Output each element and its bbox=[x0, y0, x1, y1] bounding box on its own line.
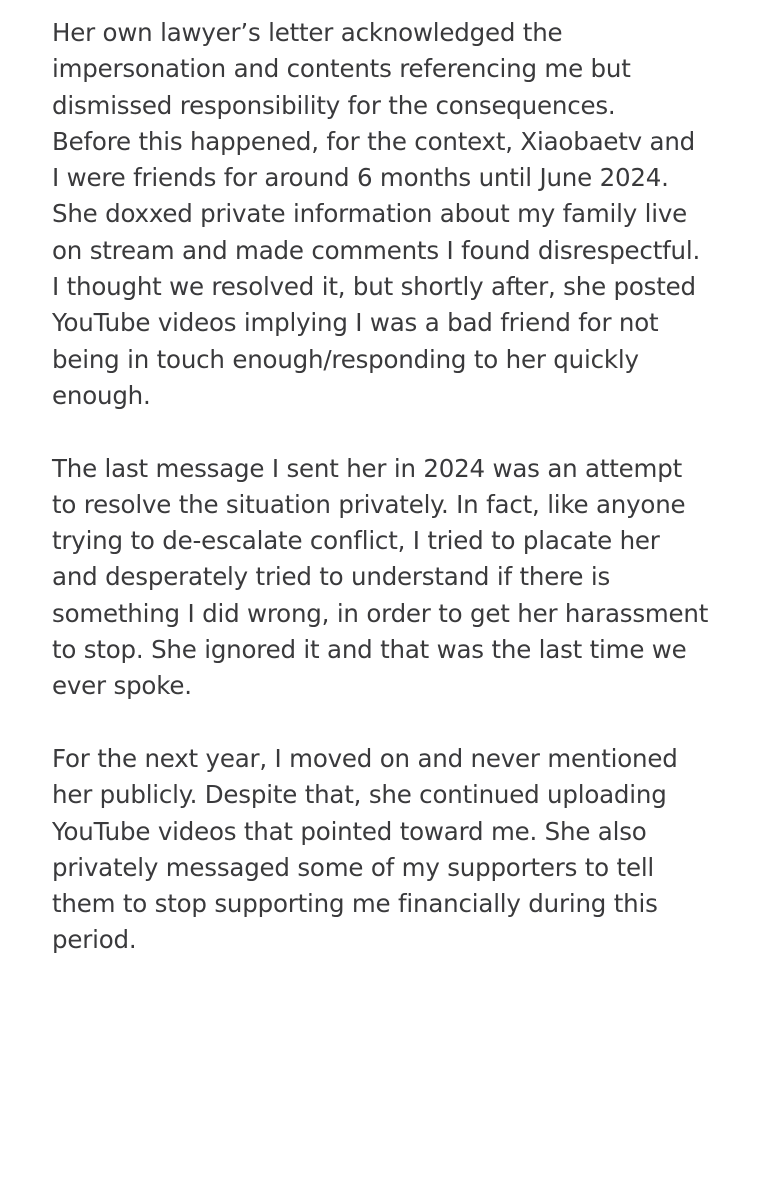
paragraph-spacer bbox=[52, 705, 752, 741]
text-line: enough. bbox=[52, 380, 151, 410]
text-line: trying to de-escalate conflict, I tried to placate her bbox=[52, 526, 660, 556]
text-line: something I did wrong, in order to get her harassment bbox=[52, 598, 709, 628]
paragraph-spacer bbox=[52, 414, 752, 450]
text-line: period. bbox=[52, 925, 137, 955]
text-line: to stop. She ignored it and that was the last time we bbox=[52, 635, 687, 665]
text-line: Her own lawyer’s letter acknowledged the bbox=[52, 18, 563, 47]
text-line: I thought we resolved it, but shortly after, she posted bbox=[52, 272, 696, 302]
text-line: She doxxed private information about my family live bbox=[52, 199, 688, 229]
text-line: YouTube videos that pointed toward me. She also bbox=[52, 816, 647, 846]
paragraph-2 bbox=[52, 451, 752, 705]
text-line: Before this happened, for the context, Xiaobaetv and bbox=[52, 126, 696, 156]
text-line: impersonation and contents referencing me but bbox=[52, 54, 631, 84]
text-line: The last message I sent her in 2024 was an attempt bbox=[52, 453, 682, 483]
text-line: her publicly. Despite that, she continued uploading bbox=[52, 780, 667, 810]
document-body bbox=[52, 15, 752, 959]
text-line: For the next year, I moved on and never mentioned bbox=[52, 743, 678, 773]
text-line: ever spoke. bbox=[52, 671, 192, 701]
text-line: YouTube videos implying I was a bad friend for not bbox=[52, 308, 659, 338]
text-line: dismissed responsibility for the consequences. bbox=[52, 90, 616, 120]
text-line: I were friends for around 6 months until June 2024. bbox=[52, 163, 669, 193]
text-line: and desperately tried to understand if there is bbox=[52, 562, 611, 592]
text-line: being in touch enough/responding to her quickly bbox=[52, 344, 639, 374]
text-line: to resolve the situation privately. In fact, like anyone bbox=[52, 489, 686, 519]
paragraph-3 bbox=[52, 741, 752, 959]
text-line: on stream and made comments I found disrespectful. bbox=[52, 235, 701, 265]
paragraph-1 bbox=[52, 15, 752, 414]
text-line: them to stop supporting me financially during this bbox=[52, 889, 658, 919]
text-line: privately messaged some of my supporters to tell bbox=[52, 852, 655, 882]
